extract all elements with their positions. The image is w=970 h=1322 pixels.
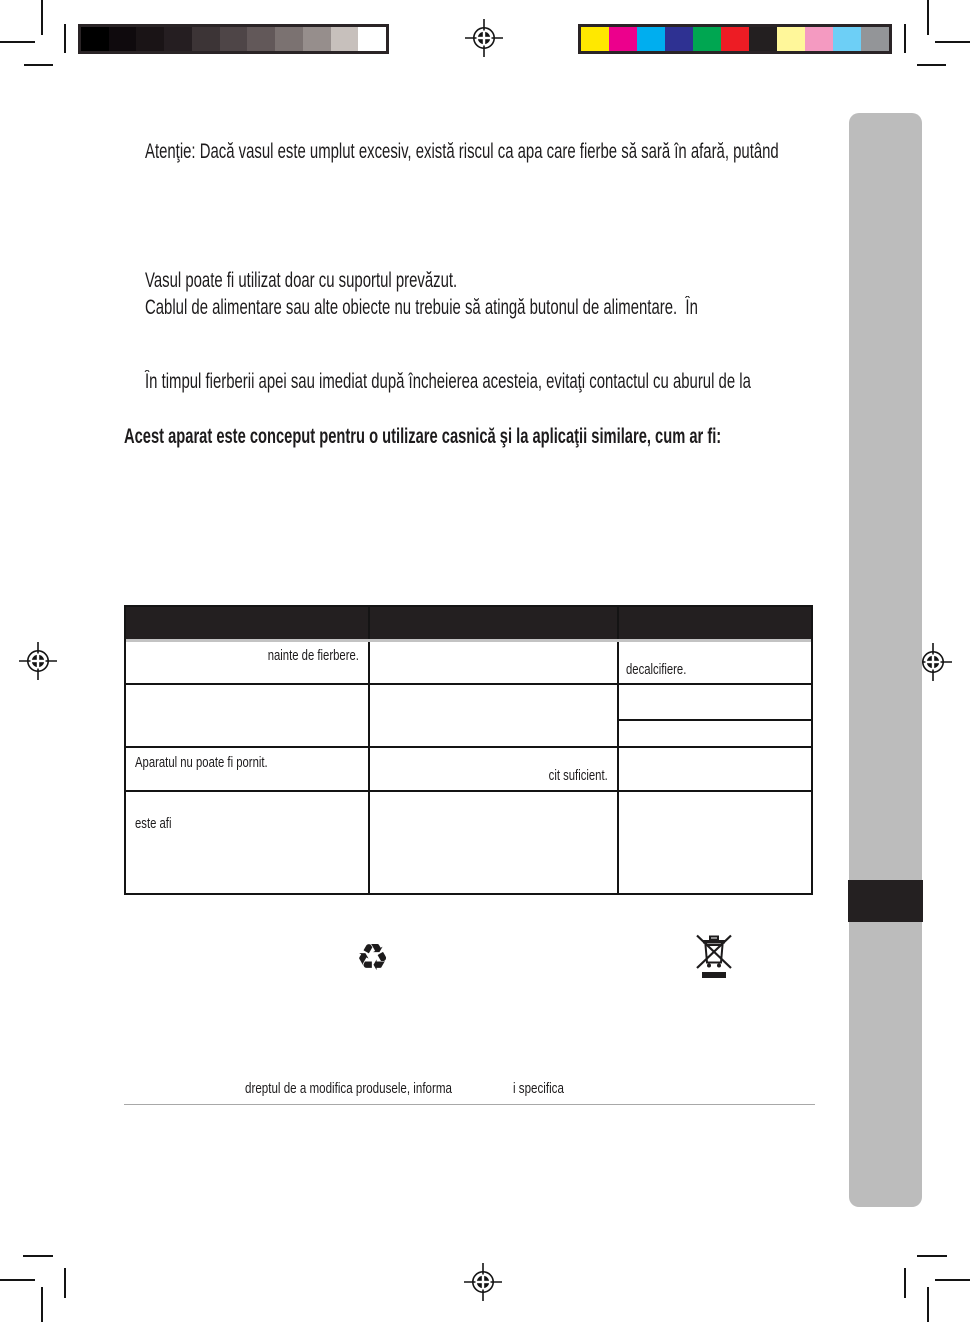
- color-calibration-bar: [578, 24, 892, 54]
- color-swatch: [693, 27, 721, 51]
- color-swatch: [637, 27, 665, 51]
- gray-swatch: [247, 27, 275, 51]
- crop-mark: [927, 1287, 929, 1322]
- crop-mark: [0, 1279, 35, 1281]
- gray-swatch: [303, 27, 331, 51]
- household-use-heading: Acest aparat este conceput pentru o utilizare casnică şi la aplicaţii similare, cum ar fi:: [124, 425, 722, 448]
- table-row: [126, 685, 811, 748]
- crop-mark: [24, 64, 53, 66]
- table-cell: [126, 792, 368, 893]
- steam-warning-text: În timpul fierberii apei sau imediat după încheierea acesteia, evitaţi contactul cu aburul de la: [145, 370, 751, 393]
- crop-mark: [41, 0, 43, 35]
- registration-mark-icon: [465, 19, 503, 57]
- table-cell-split: [617, 685, 811, 746]
- crop-mark: [917, 64, 946, 66]
- crop-mark: [927, 0, 929, 35]
- footer-note-fragment: i specifica: [513, 1081, 564, 1097]
- crop-mark: [64, 1268, 66, 1298]
- table-cell: [617, 748, 811, 790]
- table-row: [126, 792, 811, 893]
- table-row: [126, 748, 811, 792]
- gray-swatch: [220, 27, 248, 51]
- table-row: [126, 642, 811, 685]
- recycling-icon: ♻: [356, 936, 390, 979]
- table-cell: [617, 792, 811, 893]
- crop-mark: [0, 41, 35, 43]
- color-swatch: [609, 27, 637, 51]
- crop-mark: [904, 24, 906, 53]
- color-swatch: [861, 27, 889, 51]
- table-cell: [126, 642, 368, 683]
- gray-swatch: [331, 27, 359, 51]
- section-index-tab: [848, 880, 923, 922]
- gray-swatch: [109, 27, 137, 51]
- color-swatch: [749, 27, 777, 51]
- support-instruction-text: Vasul poate fi utilizat doar cu suportul prevăzut.: [145, 269, 458, 292]
- table-cell: [126, 685, 368, 746]
- table-cell: [617, 642, 811, 683]
- table-header-cell: [126, 607, 368, 639]
- table-cell: [368, 685, 617, 746]
- cell-text: Aparatul nu poate fi pornit.: [135, 755, 268, 771]
- table-subcell: [619, 721, 811, 746]
- color-swatch: [777, 27, 805, 51]
- footer-divider: [124, 1104, 815, 1105]
- crop-mark: [917, 1255, 947, 1257]
- cell-text: este afi: [135, 816, 172, 832]
- gray-swatch: [358, 27, 386, 51]
- registration-mark-icon: [464, 1263, 502, 1301]
- table-header-row: [126, 607, 811, 642]
- color-swatch: [805, 27, 833, 51]
- crop-mark: [23, 1255, 53, 1257]
- cell-text: decalcifiere.: [626, 662, 687, 678]
- gray-swatch: [192, 27, 220, 51]
- gray-swatch: [136, 27, 164, 51]
- troubleshooting-table: [124, 605, 813, 895]
- footer-note-fragment: dreptul de a modifica produsele, informa: [245, 1081, 452, 1097]
- registration-mark-icon: [19, 642, 57, 680]
- warning-text: Atenţie: Dacă vasul este umplut excesiv, există riscul ca apa care fierbe să sară în afară, putând: [145, 140, 779, 163]
- table-cell: [368, 748, 617, 790]
- table-header-cell: [617, 607, 811, 639]
- table-subcell: [619, 685, 811, 721]
- table-cell: [368, 642, 617, 683]
- weee-crossed-bin-icon: [696, 931, 732, 979]
- color-swatch: [665, 27, 693, 51]
- table-cell: [126, 748, 368, 790]
- grayscale-calibration-bar: [78, 24, 389, 54]
- color-swatch: [581, 27, 609, 51]
- language-section-sidebar: [849, 113, 922, 1207]
- gray-swatch: [81, 27, 109, 51]
- color-swatch: [833, 27, 861, 51]
- gray-swatch: [164, 27, 192, 51]
- cell-text: cit suficient.: [548, 768, 608, 784]
- color-swatch: [721, 27, 749, 51]
- gray-swatch: [275, 27, 303, 51]
- crop-mark: [41, 1287, 43, 1322]
- crop-mark: [935, 41, 970, 43]
- cable-instruction-text: Cablul de alimentare sau alte obiecte nu trebuie să atingă butonul de alimentare. În: [145, 296, 698, 319]
- crop-mark: [64, 24, 66, 53]
- crop-mark: [935, 1279, 970, 1281]
- crop-mark: [904, 1268, 906, 1298]
- cell-text: nainte de fierbere.: [267, 648, 359, 664]
- table-cell: [368, 792, 617, 893]
- table-header-cell: [368, 607, 617, 639]
